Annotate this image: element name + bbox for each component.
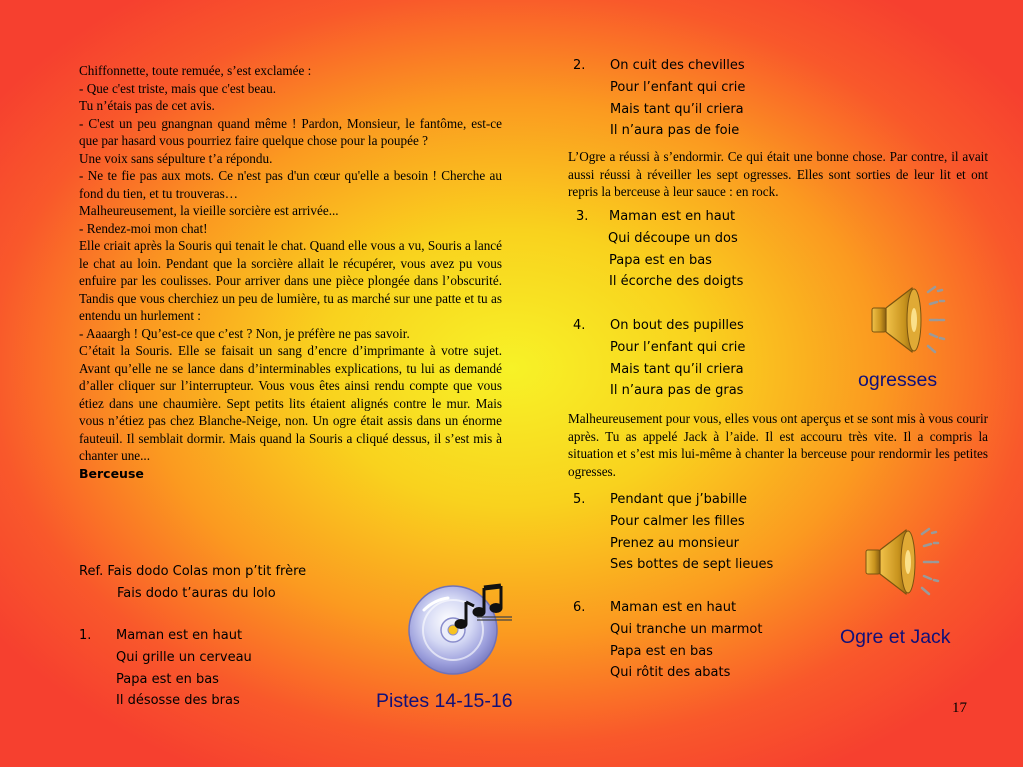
verse-line: Qui découpe un dos — [608, 230, 738, 246]
verse-1 — [79, 625, 252, 712]
verse-3 — [576, 206, 743, 293]
verse-line: Pour calmer les filles — [610, 513, 745, 529]
story-paragraph: - C'est un peu gnangnan quand même ! Pardon, Monsieur, le fantôme, est-ce que par hasard vous pourriez faire quelque chose pour la poupée ? — [79, 115, 502, 148]
verse-5 — [573, 489, 773, 576]
verse-number: 5. — [573, 492, 586, 507]
verse-4 — [573, 315, 745, 402]
speaker-sound-icon[interactable] — [868, 282, 948, 362]
verse-line: On cuit des chevilles — [610, 58, 745, 73]
verse-line: Pendant que j’babille — [610, 492, 747, 507]
verse-line: Qui rôtit des abats — [610, 665, 731, 681]
refrain — [79, 561, 306, 605]
verse-line: Maman est en haut — [609, 209, 736, 224]
verse-number: 6. — [573, 600, 586, 615]
cd-caption: Pistes 14-15-16 — [376, 690, 513, 712]
verse-2 — [573, 55, 745, 142]
page-number: 17 — [952, 700, 967, 716]
story-paragraph: Malheureusement, la vieille sorcière est arrivée... — [79, 203, 339, 218]
verse-line: Maman est en haut — [116, 628, 243, 643]
verse-line: Papa est en bas — [116, 671, 219, 687]
right-story-text-1 — [568, 148, 988, 201]
verse-number: 3. — [576, 209, 589, 224]
story-paragraph: L’Ogre a réussi à s’endormir. Ce qui était une bonne chose. Par contre, il avait aussi réussi à réveiller les sept ogresses. Elles sont sorties de leur lit et ont repris la berceuse à leur sauce : en rock. — [568, 149, 988, 199]
verse-line: Qui tranche un marmot — [610, 621, 763, 637]
speaker-sound-icon[interactable] — [862, 524, 942, 604]
cd-music-icon[interactable] — [404, 580, 516, 684]
verse-line: On bout des pupilles — [610, 318, 744, 333]
verse-line: Mais tant qu’il criera — [610, 361, 744, 377]
left-story-text — [79, 62, 502, 483]
story-paragraph: Malheureusement pour vous, elles vous ont aperçus et se sont mis à vous courir après. Tu as appelé Jack à l’aide. Il est accouru très vite. Il a compris la situation et s’est mis lui-même à chanter la berceuse pour rendormir les petites ogresses. — [568, 411, 988, 479]
story-paragraph: - Que c'est triste, mais que c'est beau. — [79, 80, 277, 96]
lullaby-heading: Berceuse — [79, 465, 144, 481]
verse-line: Prenez au monsieur — [610, 535, 740, 551]
verse-6 — [573, 597, 762, 684]
story-paragraph: Chiffonnette, toute remuée, s’est exclamée : — [79, 63, 312, 78]
story-paragraph: - Rendez-moi mon chat! — [79, 220, 208, 236]
story-paragraph: - Ne te fie pas aux mots. Ce n'est pas d'un cœur qu'elle a besoin ! Cherche au fond du tien, et tu trouveras… — [79, 168, 502, 201]
story-paragraph: Tu n’étais pas de cet avis. — [79, 98, 215, 113]
verse-number: 2. — [573, 58, 586, 73]
refrain-line: Ref. Fais dodo Colas mon p’tit frère — [79, 564, 307, 579]
verse-line: Il n’aura pas de foie — [610, 123, 740, 139]
verse-line: Papa est en bas — [610, 643, 713, 659]
verse-line: Qui grille un cerveau — [116, 649, 252, 665]
right-story-text-2 — [568, 410, 988, 480]
audio-caption-ogre-jack: Ogre et Jack — [840, 626, 951, 648]
verse-line: Pour l’enfant qui crie — [610, 339, 746, 355]
verse-line: Il écorche des doigts — [609, 274, 744, 290]
verse-line: Maman est en haut — [610, 600, 737, 615]
verse-line: Papa est en bas — [609, 252, 712, 268]
refrain-line: Fais dodo t’auras du lolo — [117, 585, 276, 601]
story-paragraph: Une voix sans sépulture t’a répondu. — [79, 150, 273, 166]
verse-line: Il n’aura pas de gras — [610, 383, 744, 399]
verse-number: 1. — [79, 628, 92, 643]
verse-line: Mais tant qu’il criera — [610, 101, 744, 117]
verse-number: 4. — [573, 318, 586, 333]
verse-line: Il désosse des bras — [116, 693, 240, 709]
verse-line: Pour l’enfant qui crie — [610, 79, 746, 95]
story-paragraph: Elle criait après la Souris qui tenait le chat. Quand elle vous a vu, Souris a lancé le chat au loin. Pendant que la sorcière allait le récupérer, vous avez pu vous enfuire par les coulisses. Pour arriver dans une pièce plongée dans l’obscurité. Tandis que vous cherchiez un peu de lumière, tu as marché sur une patte et tu as entendu un hurlement : — [79, 238, 502, 323]
story-paragraph: C’était la Souris. Elle se faisait un sang d’encre d’imprimante à votre sujet. Avant qu’elle ne se lance dans d’interminables explications, tu lui as demandé d’aller cliquer sur l’interrupteur. Vous vous êtes ainsi rendu compte que vous étiez dans une chaumière. Sept petits lits étaient alignés contre le mur. Mais vous n’étiez pas chez Blanche-Neige, non. Un ogre était assis dans un énorme fauteuil. Il semblait dormir. Mais quand la Souris a cliqué dessus, il s’est mis à chanter une... — [79, 343, 502, 463]
story-paragraph: - Aaaargh ! Qu’est-ce que c’est ? Non, je préfère ne pas savoir. — [79, 325, 410, 341]
verse-line: Ses bottes de sept lieues — [610, 557, 774, 573]
audio-caption-ogresses: ogresses — [858, 369, 938, 391]
